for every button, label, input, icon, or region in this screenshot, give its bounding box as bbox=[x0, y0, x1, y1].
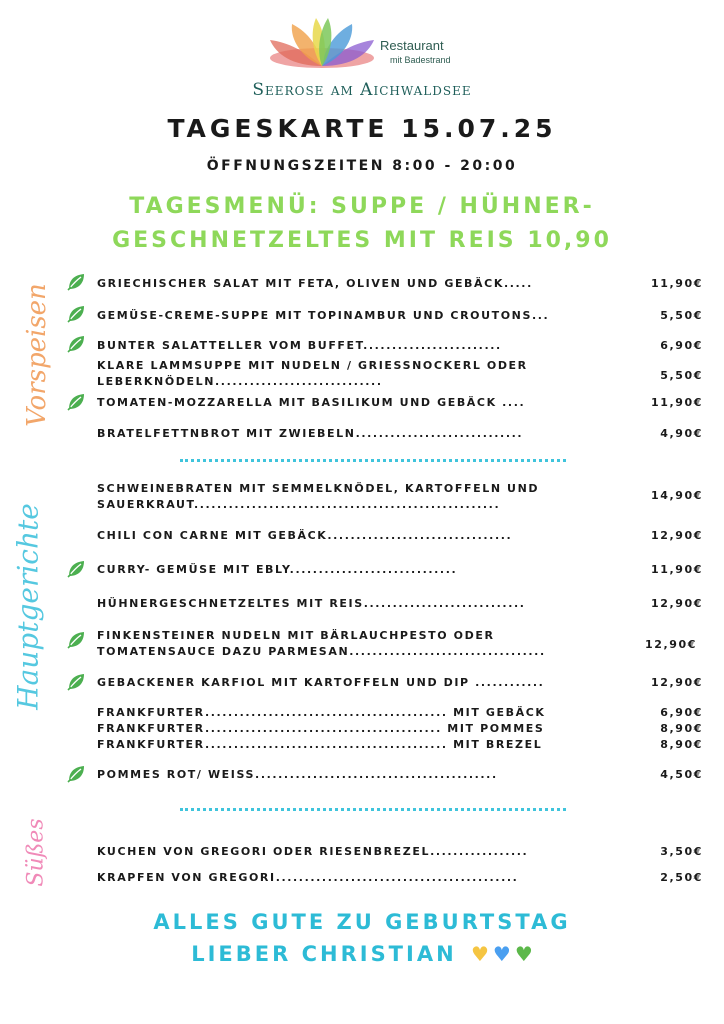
item-name: KUCHEN VON GREGORI ODER RIESENBREZEL................. bbox=[97, 845, 529, 858]
item-price: 6,90€ bbox=[660, 339, 703, 352]
birthday-line1: ALLES GUTE ZU GEBURTSTAG bbox=[153, 910, 571, 934]
item-name: POMMES ROT/ WEISS.......................................... bbox=[97, 768, 498, 781]
item-name: GEBACKENER KARFIOL MIT KARTOFFELN UND DIP ............ bbox=[97, 676, 545, 689]
item-price: 3,50€ bbox=[660, 845, 703, 858]
section-divider bbox=[180, 808, 566, 811]
item-name-line2: SAUERKRAUT..................................................... bbox=[97, 498, 501, 511]
item-name-line2: TOMATENSAUCE DAZU PARMESAN.................................. bbox=[97, 645, 546, 658]
item-price: 5,50€ bbox=[660, 309, 703, 322]
item-price: 11,90€ bbox=[650, 396, 703, 409]
item-price: 2,50€ bbox=[660, 871, 703, 884]
restaurant-name: Seerose am Aichwaldsee bbox=[252, 80, 472, 100]
menu-item bbox=[97, 628, 703, 660]
item-name: FRANKFURTER......................................... MIT POMMES bbox=[97, 722, 545, 735]
page-title: TAGESKARTE 15.07.25 bbox=[167, 114, 557, 143]
vegetarian-leaf-icon bbox=[66, 630, 86, 650]
item-price: 12,90€ bbox=[650, 676, 703, 689]
item-name: KRAPFEN VON GREGORI.......................................... bbox=[97, 871, 519, 884]
item-price: 12,90€ bbox=[650, 529, 703, 542]
daily-menu-line2: GESCHNETZELTES MIT REIS 10,90 bbox=[112, 228, 612, 253]
vegetarian-leaf-icon bbox=[66, 764, 86, 784]
item-price: 6,90€ bbox=[660, 706, 703, 719]
item-name: CHILI CON CARNE MIT GEBÄCK................................ bbox=[97, 529, 513, 542]
item-name: FRANKFURTER.......................................... MIT GEBÄCK bbox=[97, 706, 546, 719]
item-name-line2: LEBERKNÖDELN............................. bbox=[97, 375, 383, 388]
item-price: 5,50€ bbox=[660, 369, 703, 382]
item-price: 4,50€ bbox=[660, 768, 703, 781]
vegetarian-leaf-icon bbox=[66, 392, 86, 412]
item-name: GEMÜSE-CREME-SUPPE MIT TOPINAMBUR UND CROUTONS... bbox=[97, 309, 550, 322]
yellow-heart-icon: ♥ bbox=[470, 942, 489, 966]
item-name-line1: FINKENSTEINER NUDELN MIT BÄRLAUCHPESTO ODER bbox=[97, 629, 495, 642]
birthday-line2-row bbox=[0, 942, 724, 966]
item-price: 11,90€ bbox=[650, 563, 703, 576]
vegetarian-leaf-icon bbox=[66, 672, 86, 692]
section-divider bbox=[180, 459, 566, 462]
daily-menu bbox=[0, 190, 724, 258]
vegetarian-leaf-icon bbox=[66, 272, 86, 292]
item-price: 8,90€ bbox=[660, 722, 703, 735]
item-price: 8,90€ bbox=[660, 738, 703, 751]
item-price: 12,90€ bbox=[650, 597, 703, 610]
logo-restaurant-text: Restaurant bbox=[380, 38, 444, 53]
item-name-line1: KLARE LAMMSUPPE MIT NUDELN / GRIESSNOCKERL ODER bbox=[97, 359, 528, 372]
item-price: 12,90€ bbox=[644, 638, 697, 651]
menu-item bbox=[97, 358, 703, 390]
menu-item bbox=[97, 481, 703, 513]
blue-heart-icon: ♥ bbox=[492, 942, 511, 966]
green-heart-icon: ♥ bbox=[514, 942, 533, 966]
vegetarian-leaf-icon bbox=[66, 304, 86, 324]
item-name-line1: SCHWEINEBRATEN MIT SEMMELKNÖDEL, KARTOFFELN UND bbox=[97, 482, 540, 495]
birthday-line2: LIEBER CHRISTIAN bbox=[191, 942, 457, 966]
item-name: CURRY- GEMÜSE MIT EBLY............................. bbox=[97, 563, 458, 576]
logo-badestrand-text: mit Badestrand bbox=[390, 55, 451, 65]
item-price: 14,90€ bbox=[650, 489, 703, 502]
section-label-suesses: Süßes bbox=[23, 818, 49, 887]
item-name: BRATELFETTNBROT MIT ZWIEBELN............................. bbox=[97, 427, 524, 440]
item-price: 11,90€ bbox=[650, 277, 703, 290]
vegetarian-leaf-icon bbox=[66, 334, 86, 354]
section-label-hauptgerichte: Hauptgerichte bbox=[11, 503, 45, 710]
lotus-logo-icon bbox=[262, 18, 382, 74]
item-price: 4,90€ bbox=[660, 427, 703, 440]
item-name: HÜHNERGESCHNETZELTES MIT REIS............................ bbox=[97, 597, 526, 610]
vegetarian-leaf-icon bbox=[66, 559, 86, 579]
opening-hours: ÖFFNUNGSZEITEN 8:00 - 20:00 bbox=[206, 158, 518, 174]
section-label-vorspeisen: Vorspeisen bbox=[22, 283, 52, 427]
item-name: BUNTER SALATTELLER VOM BUFFET........................ bbox=[97, 339, 502, 352]
item-name: TOMATEN-MOZZARELLA MIT BASILIKUM UND GEBÄCK .... bbox=[97, 396, 526, 409]
daily-menu-line1: TAGESMENÜ: SUPPE / HÜHNER- bbox=[129, 194, 595, 219]
item-name: GRIECHISCHER SALAT MIT FETA, OLIVEN UND GEBÄCK..... bbox=[97, 277, 533, 290]
item-name: FRANKFURTER.......................................... MIT BREZEL bbox=[97, 738, 543, 751]
